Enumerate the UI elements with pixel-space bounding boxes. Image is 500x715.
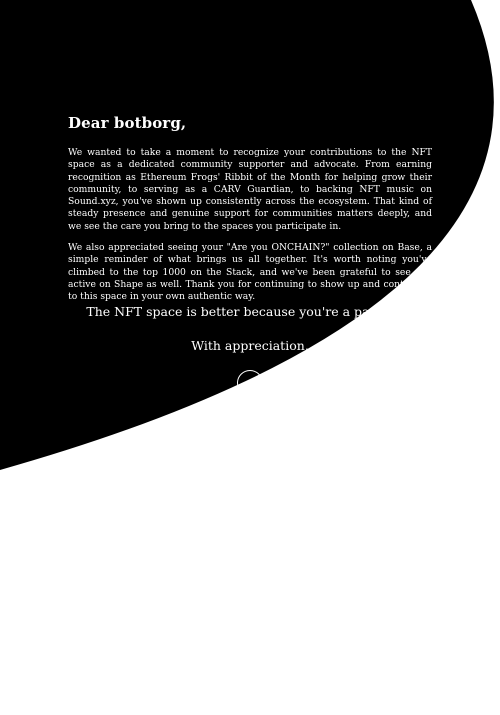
letter-greeting: Dear botborg, [68, 114, 187, 132]
letter-paragraph-1: We wanted to take a moment to recognize your contributions to the NFT space as a dedicated community supporter and advocate. From earning recognition as Ethereum Frogs' Ribbit of the Month for helping grow their community, to serving as a CARV Guardian, to backing NFT music on Sound.xyz, you've shown up consistently across the ecosystem. That kind of steady presence and genuine support for communities matters deeply, and we see the care you bring to the spaces you participate in. [68, 147, 432, 232]
circle-seal-icon [237, 370, 263, 396]
letter-paragraph-2: We also appreciated seeing your "Are you ONCHAIN?" collection on Base, a simple reminder of what brings us all together. It's worth noting you've climbed to the top 1000 on the Stack, and we've been grateful to see you active on Shape as well. Thank you for continuing to show up and contribute to this space in your own authentic way. [68, 242, 432, 303]
letter-body [68, 112, 432, 313]
letter-signoff: With appreciation, [191, 338, 309, 353]
closing-statement: The NFT space is better because you're a part of it. [86, 304, 414, 319]
